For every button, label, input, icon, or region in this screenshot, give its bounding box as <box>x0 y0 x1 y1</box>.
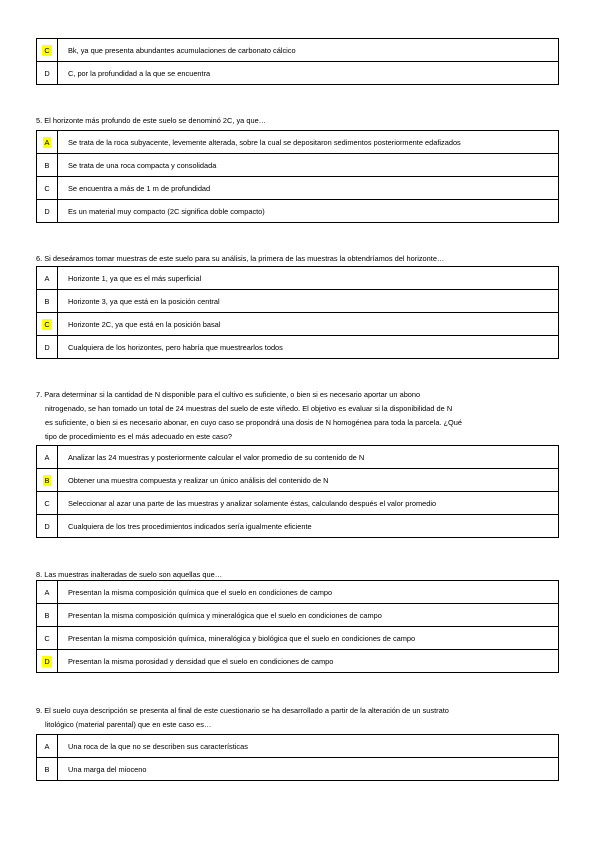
q8-question: 8. Las muestras inalteradas de suelo son aquellas que… <box>36 570 223 579</box>
q6-option-c[interactable] <box>37 313 559 336</box>
q8-option-a[interactable] <box>37 581 559 604</box>
option-text: Cualquiera de los horizontes, pero habría que muestrearlos todos <box>58 336 559 359</box>
option-text: Horizonte 2C, ya que está en la posición basal <box>58 313 559 336</box>
q7-option-a[interactable] <box>37 446 559 469</box>
option-letter: D <box>37 62 58 85</box>
option-letter: C <box>37 627 58 650</box>
option-text: Horizonte 3, ya que está en la posición central <box>58 290 559 313</box>
q6-option-d[interactable] <box>37 336 559 359</box>
option-text: Presentan la misma composición química que el suelo en condiciones de campo <box>58 581 559 604</box>
q5-option-b[interactable] <box>37 154 559 177</box>
option-letter: A <box>37 446 58 469</box>
q8-options-table <box>36 580 559 673</box>
option-letter: B <box>37 290 58 313</box>
option-text: Horizonte 1, ya que es el más superficial <box>58 267 559 290</box>
option-text: Obtener una muestra compuesta y realizar un único análisis del contenido de N <box>58 469 559 492</box>
q7-question-line: tipo de procedimiento es el más adecuado en este caso? <box>45 432 232 441</box>
option-text: Bk, ya que presenta abundantes acumulaciones de carbonato cálcico <box>58 39 559 62</box>
q8-option-b[interactable] <box>37 604 559 627</box>
q9-options-table <box>36 734 559 781</box>
q6-option-a[interactable] <box>37 267 559 290</box>
option-letter: D <box>37 336 58 359</box>
q9-question-line: 9. El suelo cuya descripción se presenta al final de este cuestionario se ha desarrollado a partir de la alteración de un sustrato <box>36 706 449 715</box>
q4-options-table <box>36 38 559 85</box>
option-text: Una marga del mioceno <box>58 758 559 781</box>
q7-question <box>36 388 564 444</box>
option-text: Presentan la misma porosidad y densidad que el suelo en condiciones de campo <box>58 650 559 673</box>
q7-option-d[interactable] <box>37 515 559 538</box>
option-text: Se trata de la roca subyacente, levemente alterada, sobre la cual se depositaron sedimentos posteriormente edafizados <box>58 131 559 154</box>
q9-option-b[interactable] <box>37 758 559 781</box>
q7-option-c[interactable] <box>37 492 559 515</box>
q7-question-line: es suficiente, o bien si es necesario abonar, en cuyo caso se propondrá una dosis de N homogénea para toda la parcela. ¿Qué <box>45 418 463 427</box>
option-text: Es un material muy compacto (2C significa doble compacto) <box>58 200 559 223</box>
option-letter: D <box>37 515 58 538</box>
q4-option-c[interactable] <box>37 39 559 62</box>
q6-question: 6. Si deseáramos tomar muestras de este suelo para su análisis, la primera de las muestras la obtendríamos del horizonte… <box>36 254 445 263</box>
q8-option-c[interactable] <box>37 627 559 650</box>
q4-option-d[interactable] <box>37 62 559 85</box>
option-text: Presentan la misma composición química, mineralógica y biológica que el suelo en condiciones de campo <box>58 627 559 650</box>
option-text: Una roca de la que no se describen sus características <box>58 735 559 758</box>
option-letter: A <box>37 735 58 758</box>
q9-option-a[interactable] <box>37 735 559 758</box>
q9-question <box>36 704 564 732</box>
q5-question: 5. El horizonte más profundo de este suelo se denominó 2C, ya que… <box>36 116 267 125</box>
q7-option-b[interactable] <box>37 469 559 492</box>
q5-options-table <box>36 130 559 223</box>
option-letter: A <box>37 267 58 290</box>
option-text: Seleccionar al azar una parte de las muestras y analizar solamente éstas, calculando después el valor promedio <box>58 492 559 515</box>
option-letter: C <box>37 177 58 200</box>
option-letter: D <box>37 200 58 223</box>
option-letter: B <box>37 758 58 781</box>
option-letter-highlighted: C <box>44 45 50 55</box>
q6-option-b[interactable] <box>37 290 559 313</box>
option-text: C, por la profundidad a la que se encuentra <box>58 62 559 85</box>
option-letter: C <box>37 492 58 515</box>
option-letter: B <box>37 604 58 627</box>
q8-option-d[interactable] <box>37 650 559 673</box>
option-letter-highlighted: C <box>44 319 50 329</box>
option-letter-highlighted: A <box>44 137 50 147</box>
q7-question-line: 7. Para determinar si la cantidad de N disponible para el cultivo es suficiente, o bien si es necesario aportar un abono <box>36 390 421 399</box>
q5-option-a[interactable] <box>37 131 559 154</box>
option-text: Analizar las 24 muestras y posteriormente calcular el valor promedio de su contenido de N <box>58 446 559 469</box>
q5-option-c[interactable] <box>37 177 559 200</box>
option-text: Presentan la misma composición química y mineralógica que el suelo en condiciones de campo <box>58 604 559 627</box>
option-text: Cualquiera de los tres procedimientos indicados sería igualmente eficiente <box>58 515 559 538</box>
q9-question-line: litológico (material parental) que en este caso es… <box>45 720 212 729</box>
q7-question-line: nitrogenado, se han tomado un total de 24 muestras del suelo de este viñedo. El objetivo es evaluar si la disponibilidad de N <box>45 404 453 413</box>
option-letter: A <box>37 581 58 604</box>
q6-options-table <box>36 266 559 359</box>
option-text: Se trata de una roca compacta y consolidada <box>58 154 559 177</box>
option-letter-highlighted: D <box>44 656 50 666</box>
option-text: Se encuentra a más de 1 m de profundidad <box>58 177 559 200</box>
option-letter: B <box>37 154 58 177</box>
q5-option-d[interactable] <box>37 200 559 223</box>
option-letter-highlighted: B <box>44 475 50 485</box>
q7-options-table <box>36 445 559 538</box>
